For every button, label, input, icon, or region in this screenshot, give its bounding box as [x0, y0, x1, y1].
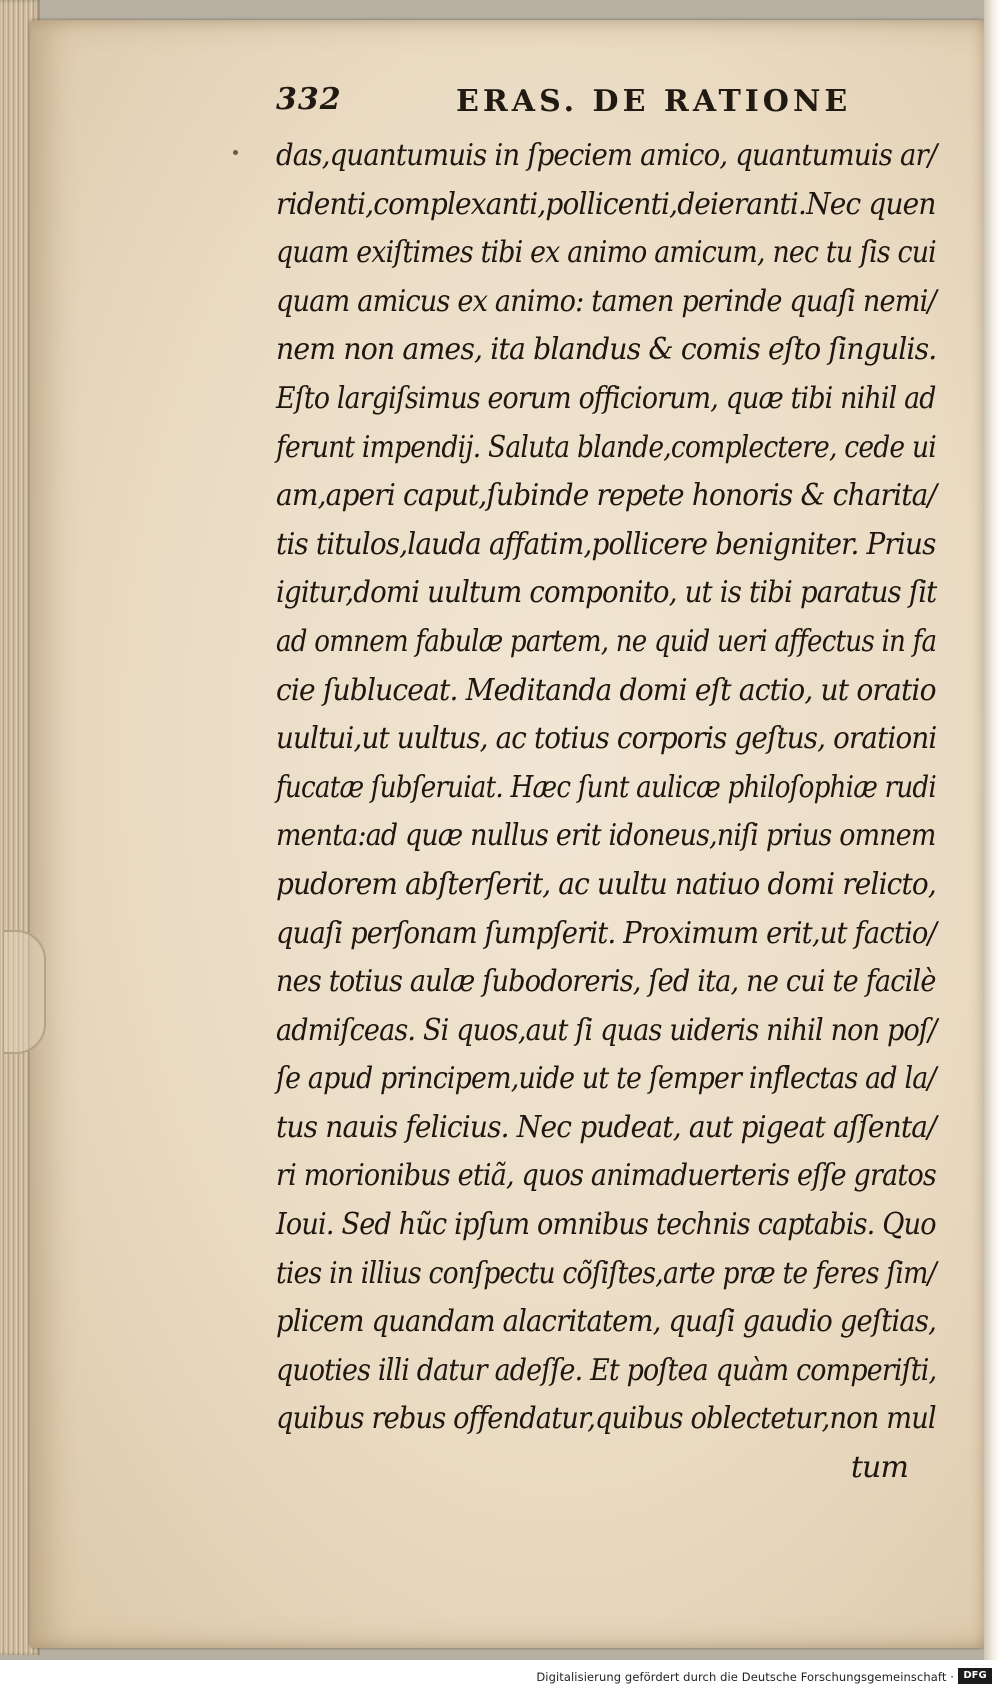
text-line: igitur,domi uultum componito, ut is tibi paratus ſit: [276, 575, 937, 611]
text-line: Eſto largiſsimus eorum officiorum, quæ tibi nihil ad: [276, 380, 936, 416]
text-line: quibus rebus offendatur,quibus oblectetur,non mul: [276, 1401, 936, 1437]
text-line: tis titulos,lauda affatim,pollicere benigniter. Prius: [276, 526, 936, 562]
digitization-credit: Digitalisierung gefördert durch die Deutsche Forschungsgemeinschaft ·: [536, 1670, 954, 1684]
text-line: ſe apud principem,uide ut te ſemper inflectas ad la/: [276, 1061, 936, 1097]
catchword: tum: [850, 1450, 908, 1486]
margin-ink-dot: [233, 150, 238, 155]
text-line: ferunt impendij. Saluta blande,complectere, cede ui: [276, 429, 936, 465]
text-line: das,quantumuis in ſpeciem amico, quantumuis ar/: [276, 138, 937, 173]
page-clip-mark: [4, 930, 46, 1054]
footer-bar: [0, 1660, 1000, 1690]
text-line: tus nauis felicius. Nec pudeat, aut pigeat aſſenta/: [276, 1109, 936, 1145]
text-line: quoties illi datur adeſſe. Et poſtea quàm comperiſti,: [276, 1352, 937, 1388]
text-line: cie ſubluceat. Meditanda domi eſt actio, ut oratio: [276, 672, 936, 708]
text-line: ri morionibus etiã, quos animaduerteris eſſe gratos: [276, 1158, 936, 1194]
text-line: fucatæ ſubſeruiat. Hæc ſunt aulicæ philoſophiæ rudi: [276, 769, 936, 805]
text-line: pudorem abſterſerit, ac uultu natiuo domi relicto,: [276, 866, 936, 902]
text-line: Ioui. Sed hũc ipſum omnibus technis captabis. Quo: [276, 1207, 936, 1243]
text-line: nem non ames, ita blandus & comis eſto ſingulis.: [276, 332, 937, 368]
body-text: [276, 132, 948, 1493]
text-line: plicem quandam alacritatem, quaſi gaudio geſtias,: [276, 1304, 936, 1340]
text-line: ridenti,complexanti,pollicenti,deieranti.Nec quen: [276, 186, 936, 222]
page-header: [276, 82, 916, 122]
text-line: am,aperi caput,ſubinde repete honoris & charita/: [276, 478, 937, 514]
text-line: menta:ad quæ nullus erit idoneus,niſi prius omnem: [276, 818, 936, 854]
text-line: ties in illius conſpectu cõſiſtes,arte præ te feres ſim/: [276, 1255, 936, 1291]
page-number: 332: [276, 82, 342, 117]
text-line: quam exiſtimes tibi ex animo amicum, nec tu ſis cui: [276, 235, 936, 271]
running-head: ERAS. DE RATIONE: [456, 84, 852, 119]
text-line: quam amicus ex animo: tamen perinde quaſi nemi/: [276, 283, 936, 319]
text-line: quaſi perſonam ſumpſerit. Proximum erit,ut factio/: [276, 915, 936, 951]
scan-right-edge: [984, 0, 1000, 1660]
text-line: uultui,ut uultus, ac totius corporis geſtus, orationi: [276, 721, 937, 757]
text-line: nes totius aulæ ſubodoreris, ſed ita, ne cui te facilè: [276, 964, 936, 1000]
dfg-logo: DFG: [958, 1668, 992, 1684]
text-line: admiſceas. Si quos,aut ſi quas uideris nihil non poſ/: [276, 1012, 937, 1048]
text-line: ad omnem fabulæ partem, ne quid ueri affectus in fa: [276, 623, 937, 659]
